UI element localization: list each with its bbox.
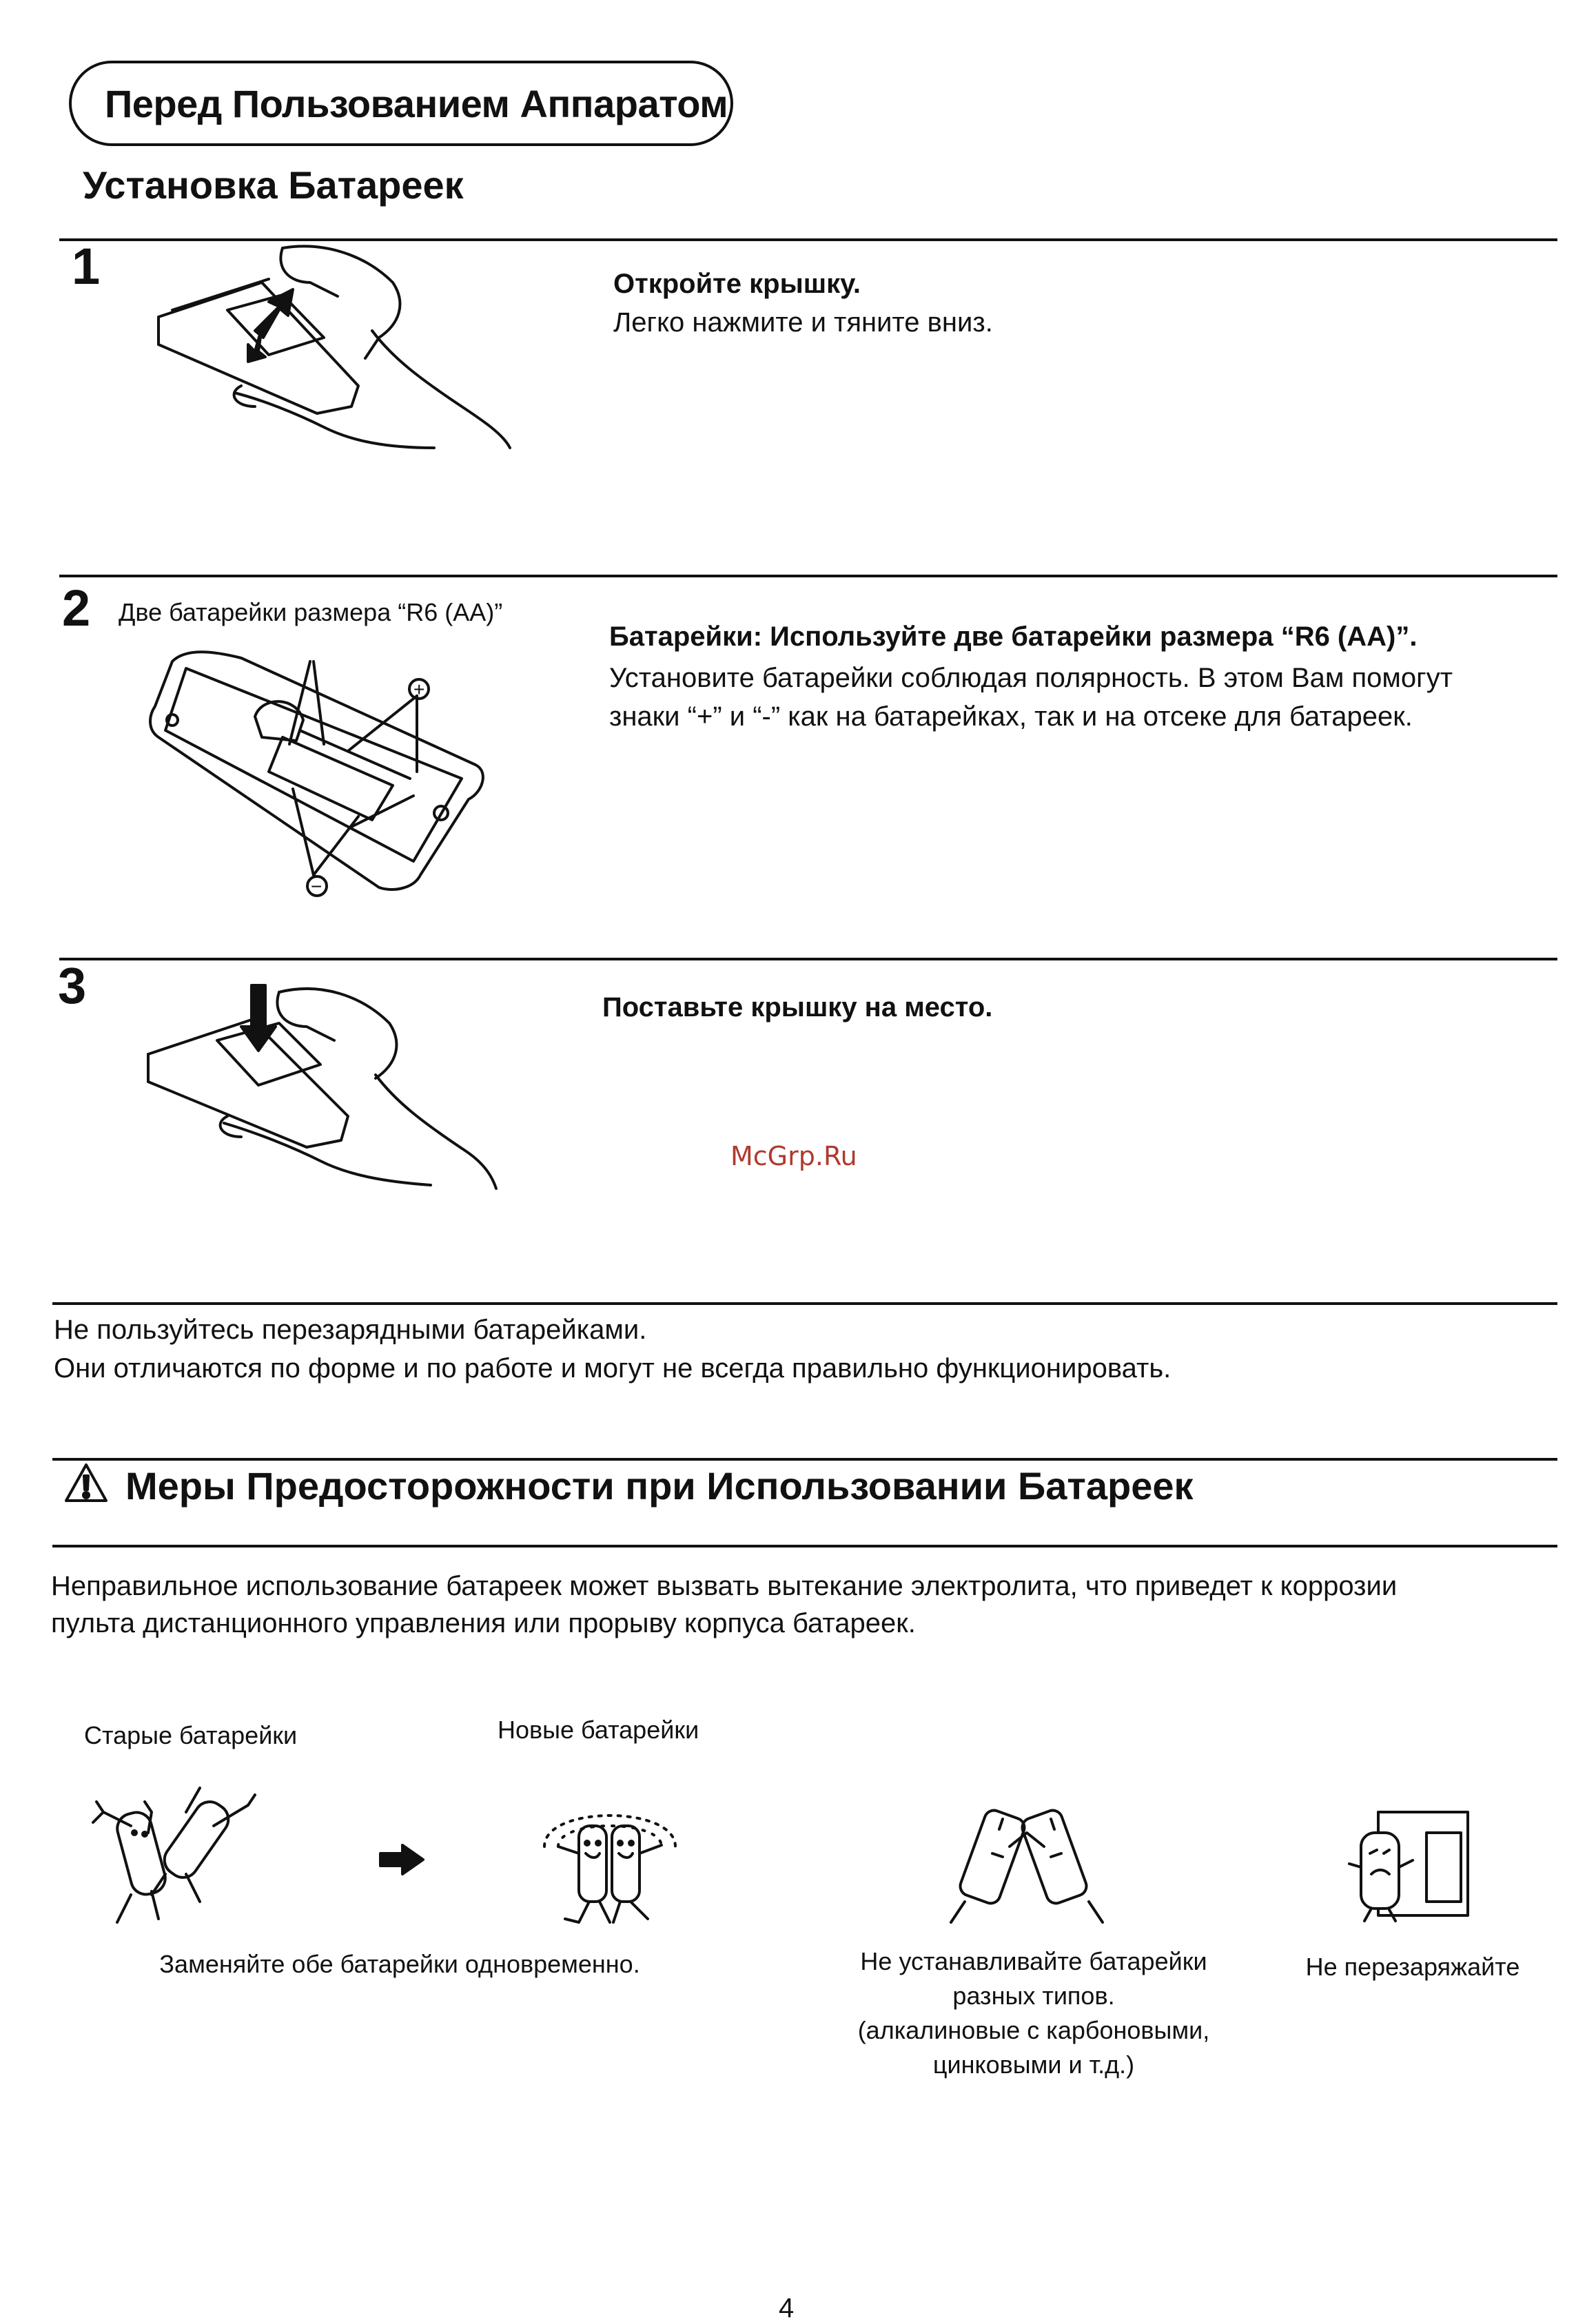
warning-title: Меры Предосторожности при Использовании Батареек	[125, 1464, 1194, 1508]
step-2-text-line: знаки “+” и “-” как на батарейках, так и на отсеке для батареек.	[609, 701, 1413, 732]
recharging-battery-icon	[1344, 1798, 1482, 1922]
step-2-title: Батарейки: Используйте две батарейки размера “R6 (AA)”.	[609, 621, 1418, 652]
open-cover-illustration	[145, 241, 517, 475]
recharge-caption: Не перезаряжайте	[1305, 1953, 1520, 1981]
battery-compartment-illustration	[145, 641, 496, 903]
divider	[52, 1545, 1557, 1547]
mix-caption-line: цинковыми и т.д.)	[932, 2050, 1135, 2079]
mix-caption-line: разных типов.	[952, 1982, 1115, 2010]
arrow-right-icon	[378, 1842, 426, 1877]
page-number: 4	[779, 2293, 795, 2323]
step-1-text: Легко нажмите и тяните вниз.	[613, 307, 993, 338]
warning-text-line: Неправильное использование батареек может вызвать вытекание электролита, что приведет к коррозии	[51, 1571, 1398, 1601]
step-1-title: Откройте крышку.	[613, 269, 861, 299]
mix-caption-line: Не устанавливайте батарейки	[860, 1947, 1207, 1975]
mixed-batteries-icon	[944, 1791, 1109, 1929]
watermark: McGrp.Ru	[730, 1141, 857, 1171]
step-number: 1	[72, 238, 101, 295]
step-number: 2	[62, 579, 91, 637]
old-batteries-label: Старые батарейки	[84, 1721, 298, 1749]
old-batteries-icon	[83, 1785, 289, 1929]
mix-caption-line: (алкалиновые с карбоновыми,	[857, 2016, 1210, 2044]
divider	[52, 1458, 1557, 1461]
minus-sign: −	[311, 876, 323, 897]
new-batteries-label: Новые батарейки	[498, 1716, 699, 1744]
plus-sign: +	[413, 679, 425, 700]
battery-size-label: Две батарейки размера “R6 (AA)”	[119, 598, 503, 626]
warning-triangle-icon	[63, 1462, 109, 1503]
section-title: Установка Батареек	[83, 163, 464, 207]
divider	[52, 1302, 1557, 1305]
close-cover-illustration	[141, 978, 500, 1199]
step-2-text-line: Установите батарейки соблюдая полярность. В этом Вам помогут	[609, 663, 1453, 693]
divider	[59, 958, 1557, 960]
divider	[59, 575, 1557, 577]
page-title: Перед Пользованием Аппаратом	[105, 81, 728, 125]
step-number: 3	[58, 957, 87, 1014]
page-header	[69, 61, 733, 146]
step-3-title: Поставьте крышку на место.	[602, 992, 993, 1022]
new-batteries-icon	[531, 1778, 689, 1929]
note-line: Не пользуйтесь перезарядными батарейками.	[54, 1315, 647, 1345]
replace-caption: Заменяйте обе батарейки одновременно.	[159, 1950, 640, 1978]
warning-text-line: пульта дистанционного управления или прорыву корпуса батареек.	[51, 1608, 916, 1638]
note-line: Они отличаются по форме и по работе и могут не всегда правильно функционировать.	[54, 1353, 1172, 1384]
